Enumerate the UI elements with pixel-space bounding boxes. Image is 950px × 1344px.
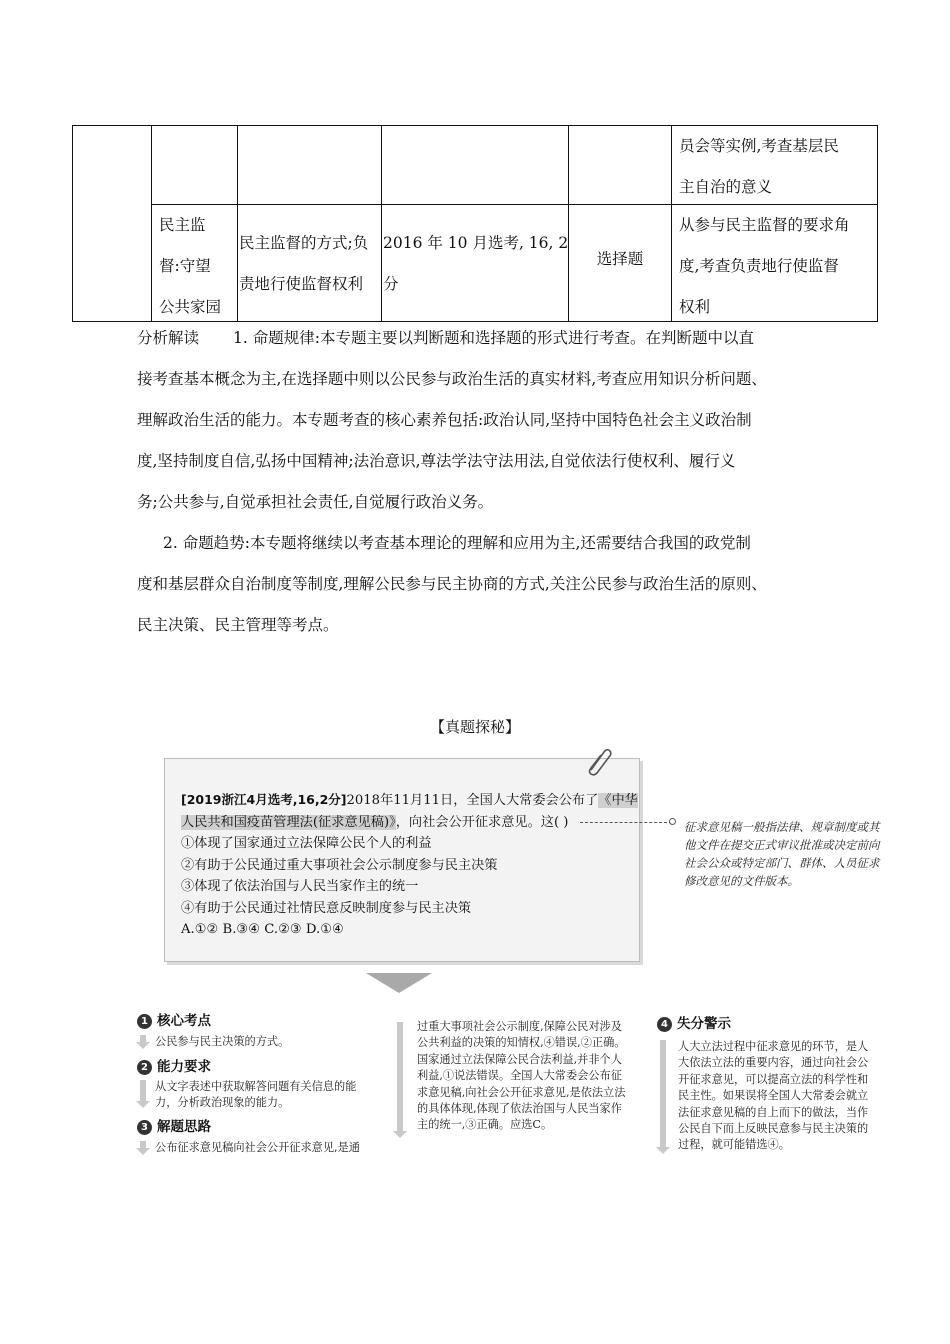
table-cell [679, 126, 875, 208]
stem-text: 2018年11月11日，全国人大常委会公布了 [346, 793, 599, 808]
table-divider [671, 126, 672, 321]
step-line: 力，分析政治现象的能力。 [155, 1096, 290, 1110]
cell-text: 公共家园 [159, 298, 222, 316]
cell-text: 民主监 [159, 216, 206, 234]
analysis-block [137, 318, 837, 646]
law-title-highlight: 人民共和国疫苗管理法(征求意见稿)》 [181, 814, 396, 830]
step-text [155, 1034, 289, 1050]
step-line: 人大立法过程中征求意见的环节，是人 [678, 1040, 869, 1053]
step-line: 国家通过立法保障公民合法利益,并非个人 [417, 1052, 622, 1066]
step-heading-core [137, 1011, 211, 1031]
question-source: [2019浙江4月选考,16,2分] [181, 792, 347, 807]
table-divider [151, 126, 152, 321]
step-line: 过重大事项社会公示制度,保障公民对涉及 [417, 1020, 622, 1033]
option-1: ①体现了国家通过立法保障公民个人的利益 [181, 836, 432, 851]
step-line: 民主性。如果误将全国人大常委会就立 [678, 1089, 869, 1103]
analysis-text: 1. 命题规律:本专题主要以判断题和选择题的形式进行考查。在判断题中以直 [233, 329, 754, 347]
note-line: 征求意见稿一般指法律、规章制度或其 [684, 820, 880, 834]
step-line: 的具体体现,体现了依法治国与人民当家作 [417, 1102, 622, 1116]
note-line: 社会公众或特定部门、群体、人员征求 [684, 856, 880, 870]
law-title-highlight: 《中华 [598, 793, 638, 808]
cell-text: 分 [383, 275, 399, 293]
step-line: 大依法立法的重要内容，通过向社会公 [678, 1056, 869, 1070]
step-line: 利益,①说法错误。全国人大常委会公布征 [417, 1069, 622, 1083]
question-card [164, 758, 640, 962]
step-line: 开征求意见，可以提高立法的科学性和 [678, 1072, 869, 1086]
question-body [181, 789, 638, 941]
step-line: 从文字表述中获取解答问题有关信息的能 [155, 1080, 357, 1093]
step-text [155, 1079, 356, 1112]
step-line: 公共利益的决策的知情权,④错误,②正确。 [417, 1036, 626, 1050]
note-line: 他文件在提交正式审议批准或决定前向 [684, 838, 880, 852]
question-stem [181, 789, 638, 812]
step-title: 能力要求 [157, 1059, 211, 1075]
cell-text: 度,考查负责地行使监督 [679, 257, 839, 275]
analysis-line: 民主决策、民主管理等考点。 [137, 616, 339, 634]
answer-choices: A.①② B.③④ C.②③ D.①④ [181, 922, 344, 937]
step-title: 核心考点 [157, 1013, 211, 1029]
cell-text: 民主监督的方式;负 [239, 234, 369, 252]
arrow-down-icon [140, 1141, 146, 1149]
cell-text: 督:守望 [159, 257, 211, 275]
cell-text: 从参与民主监督的要求角 [679, 216, 850, 234]
table-divider [237, 126, 238, 321]
step-line: 过程，就可能错选④。 [678, 1138, 790, 1152]
analysis-line: 度和基层群众自治制度等制度,理解公民参与民主协商的方式,关注公民参与政治生活的原则、 [137, 575, 767, 593]
step-line: 公布征求意见稿向社会公开征求意见,是通 [155, 1141, 360, 1154]
step-line: 公民参与民主决策的方式。 [155, 1035, 290, 1048]
question-stem [181, 812, 629, 834]
step-heading-ability [137, 1057, 211, 1077]
cell-text: 员会等实例,考查基层民 [679, 137, 839, 155]
arrow-down-icon [140, 1035, 146, 1043]
step-text [155, 1140, 360, 1156]
arrow-down-icon [397, 1022, 403, 1132]
table-cell-type [569, 239, 671, 280]
arrow-down-icon [660, 1040, 666, 1148]
analysis-line [137, 318, 837, 359]
table-divider [381, 126, 382, 321]
step-line: 主的统一,③正确。应选C。 [417, 1118, 553, 1132]
table-cell-content [239, 223, 381, 305]
analysis-line: 接考查基本概念为主,在选择题中则以公民参与政治生活的真实材料,考查应用知识分析问题、 [137, 370, 767, 388]
note-dot-icon [669, 818, 676, 825]
table-cell-topic [159, 205, 235, 328]
cell-text: 选择题 [596, 250, 644, 268]
approach-continued [417, 1019, 626, 1134]
table-cell-desc [679, 205, 877, 328]
exam-table [72, 125, 878, 322]
step-heading-approach [137, 1117, 211, 1137]
stem-text: ，向社会公开征求意见。这( ) [395, 814, 569, 830]
side-note [684, 818, 899, 890]
cell-text: 权利 [679, 298, 711, 316]
step-line: 公民自下而上反映民意参与民主决策的 [678, 1122, 869, 1136]
note-connector [580, 822, 672, 823]
option-2: ②有助于公民通过重大事项社会公示制度参与民主决策 [181, 857, 498, 873]
analysis-line: 度,坚持制度自信,弘扬中国精神;法治意识,尊法学法守法用法,自觉依法行使权利、履行义 [137, 452, 736, 470]
step-title: 解题思路 [157, 1119, 211, 1135]
step-text [678, 1039, 868, 1154]
analysis-label: 分析解读 [137, 329, 200, 347]
analysis-line: 务;公共参与,自觉承担社会责任,自觉履行政治义务。 [137, 493, 494, 511]
step-number-icon: 3 [137, 1120, 152, 1135]
option-4: ④有助于公民通过社情民意反映制度参与民主决策 [181, 900, 472, 916]
option-3: ③体现了依法治国与人民当家作主的统一 [181, 879, 419, 894]
arrow-down-icon [140, 1080, 146, 1102]
step-number-icon: 1 [137, 1014, 152, 1029]
table-cell-exam [383, 223, 569, 305]
step-line: 求意见稿,向社会公开征求意见,是依法立法 [417, 1085, 626, 1099]
section-heading: 【真题探秘】 [429, 718, 520, 736]
step-line: 法征求意见稿的自上而下的做法，当作 [678, 1105, 869, 1119]
note-line: 修改意见的文件版本。 [684, 874, 799, 888]
analysis-line: 理解政治生活的能力。本专题考查的核心素养包括:政治认同,坚持中国特色社会主义政治制 [137, 411, 752, 429]
step-number-icon: 4 [657, 1017, 672, 1032]
down-arrow-icon [366, 973, 432, 993]
cell-text: 主自治的意义 [679, 178, 773, 196]
cell-text: 2016 年 10 月选考, 16, 2 [383, 234, 569, 252]
step-number-icon: 2 [137, 1060, 152, 1075]
paperclip-icon [582, 746, 612, 776]
step-heading-warning [657, 1014, 731, 1034]
cell-text: 责地行使监督权利 [239, 275, 364, 293]
step-title: 失分警示 [677, 1016, 731, 1032]
analysis-line: 2. 命题趋势:本专题将继续以考查基本理论的理解和应用为主,还需要结合我国的政党制 [163, 534, 751, 552]
